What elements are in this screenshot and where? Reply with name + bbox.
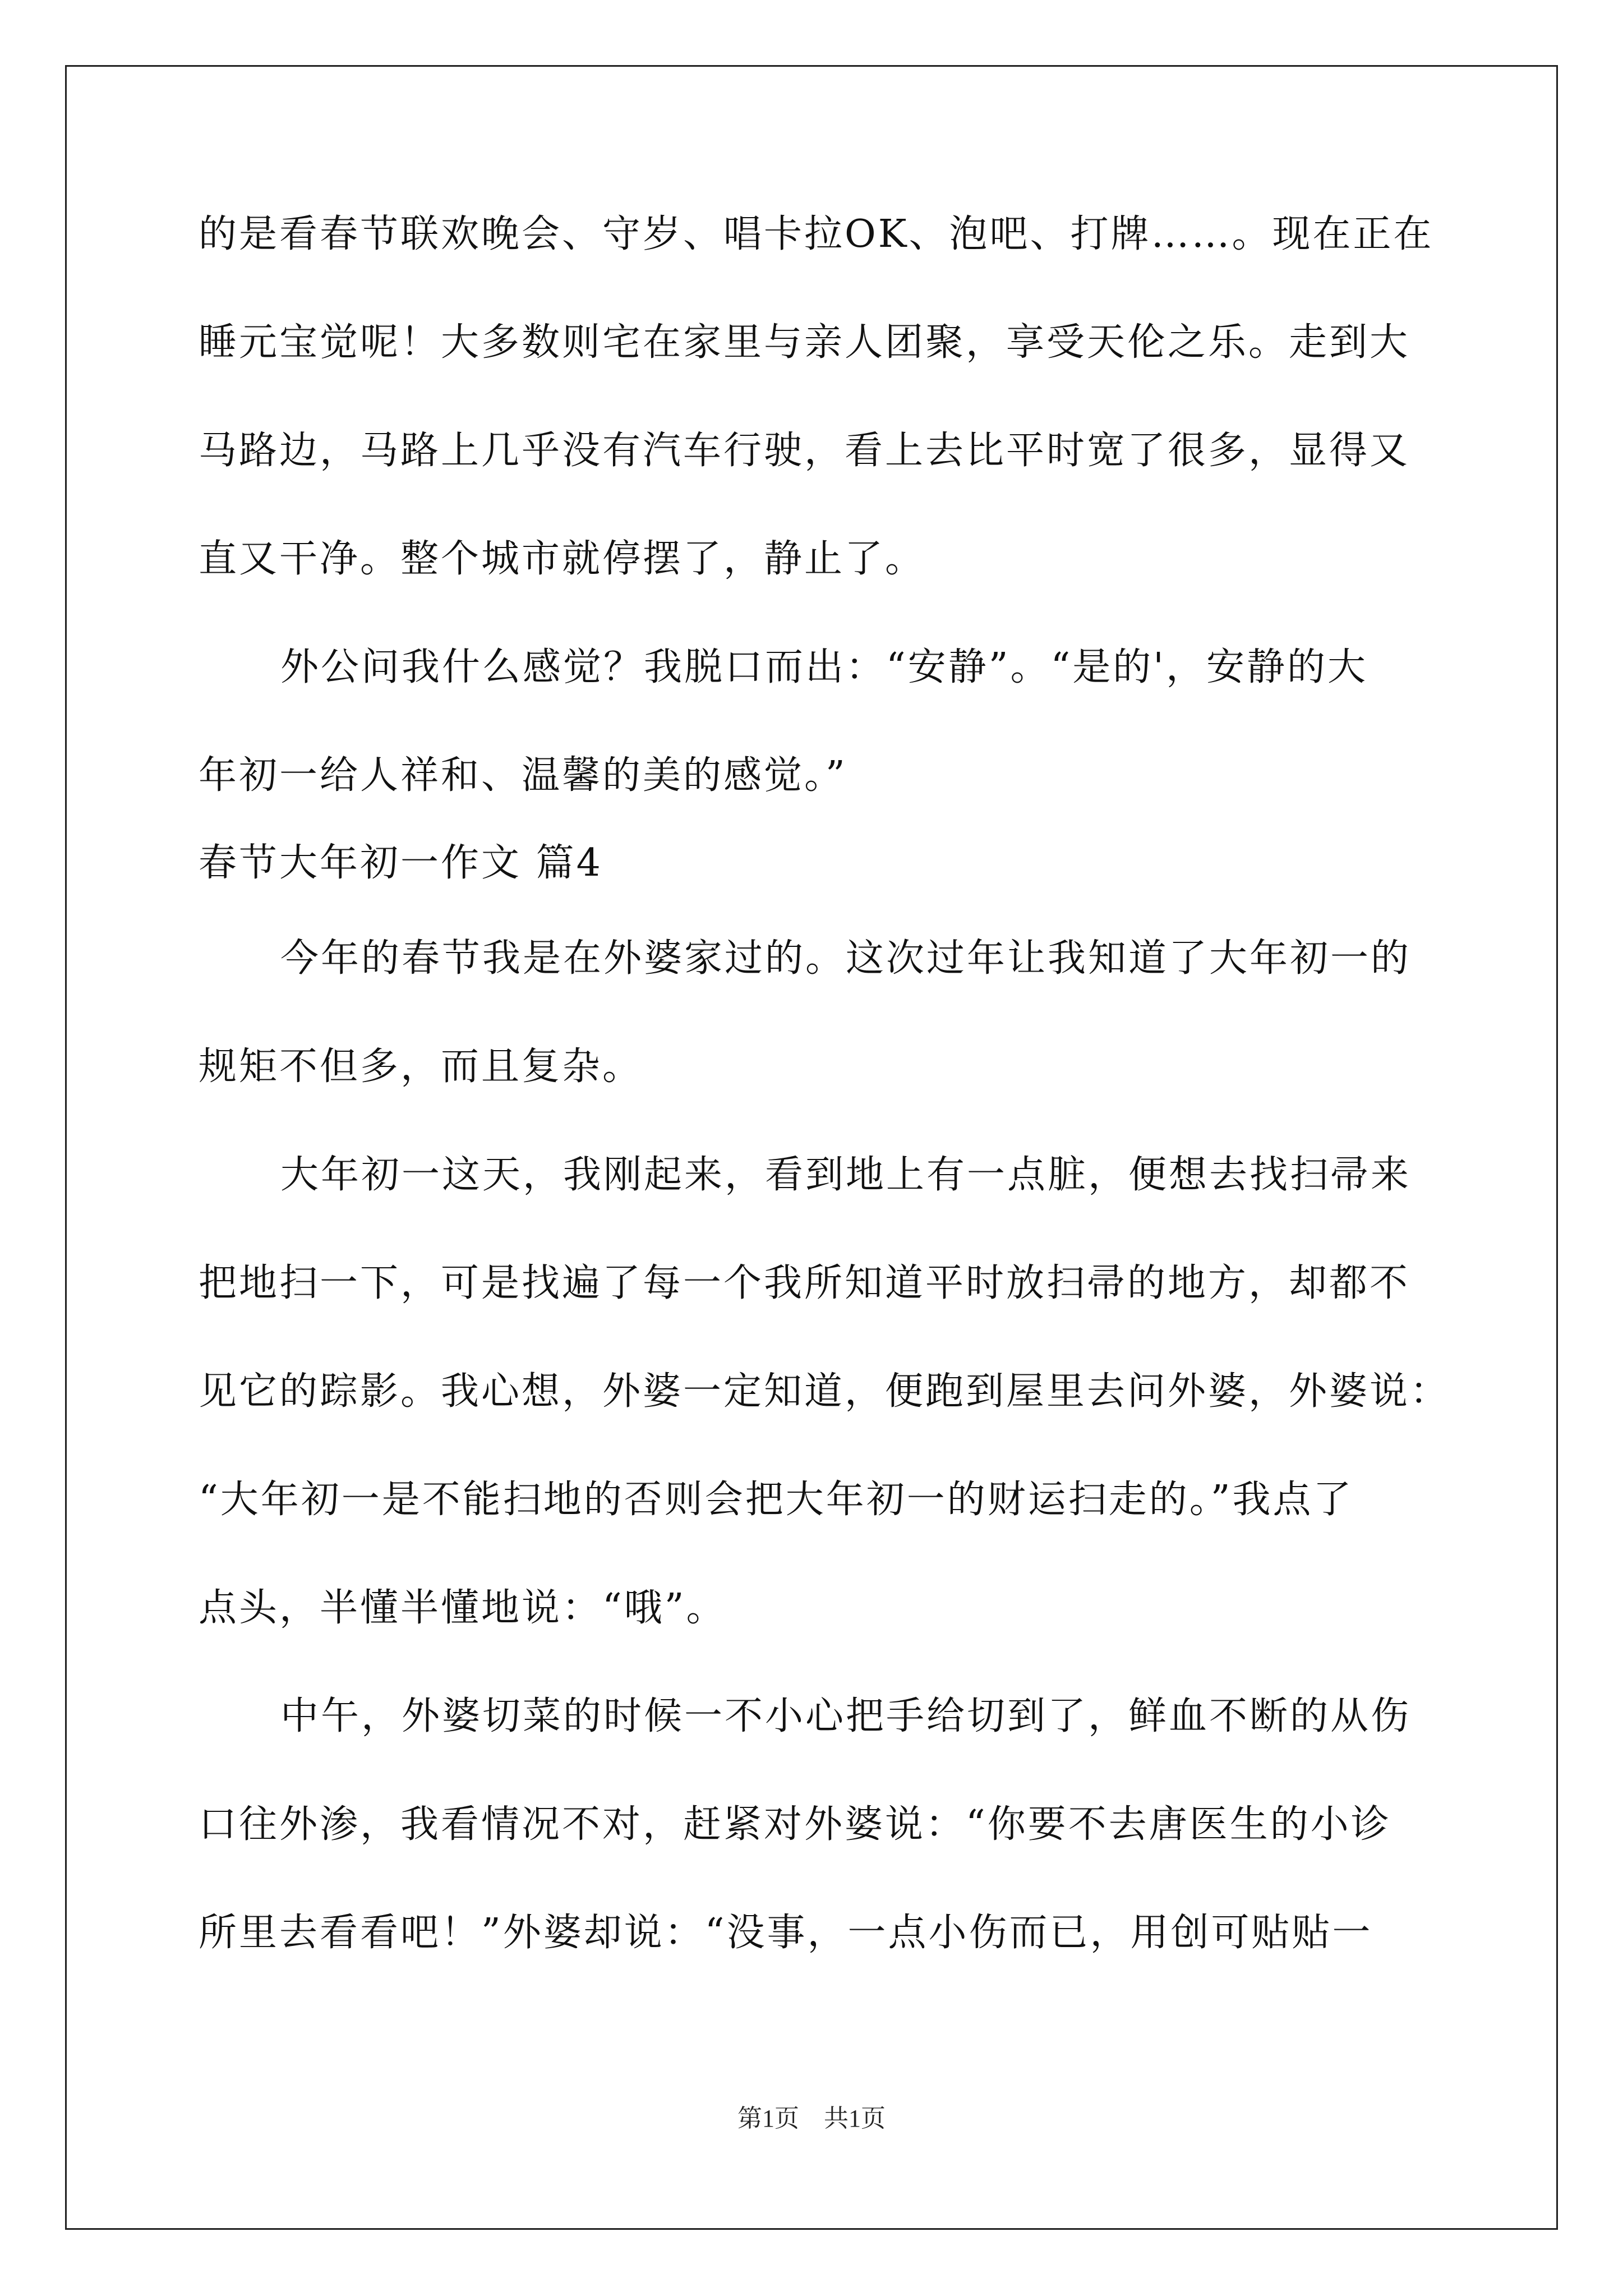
paragraph-3-line-1: 今年的春节我是在外婆家过的。这次过年让我知道了大年初一的 bbox=[280, 936, 1412, 981]
paragraph-3-line-2: 规矩不但多，而且复杂。 bbox=[199, 1045, 643, 1089]
section-heading: 春节大年初一作文 篇4 bbox=[199, 841, 603, 885]
paragraph-5-line-1: 中午，外婆切菜的时候一不小心把手给切到了，鲜血不断的从伤 bbox=[280, 1694, 1412, 1738]
paragraph-5-line-2: 口往外渗，我看情况不对，赶紧对外婆说：“你要不去唐医生的小诊 bbox=[199, 1802, 1391, 1847]
paragraph-1-line-2: 睡元宝觉呢！大多数则宅在家里与亲人团聚，享受天伦之乐。走到大 bbox=[199, 320, 1410, 365]
page-footer: 第1页 共1页 bbox=[737, 2105, 886, 2132]
paragraph-4-line-5: 点头，半懂半懂地说：“哦”。 bbox=[199, 1586, 727, 1630]
paragraph-4-line-2: 把地扫一下，可是找遍了每一个我所知道平时放扫帚的地方，却都不 bbox=[199, 1261, 1410, 1305]
paragraph-2-line-2: 年初一给人祥和、温馨的美的感觉。” bbox=[199, 753, 847, 798]
paragraph-1-line-3: 马路边，马路上几乎没有汽车行驶，看上去比平时宽了很多，显得又 bbox=[199, 429, 1410, 473]
paragraph-4-line-4: “大年初一是不能扫地的否则会把大年初一的财运扫走的。”我点了 bbox=[199, 1478, 1354, 1522]
paragraph-4-line-1: 大年初一这天，我刚起来，看到地上有一点脏，便想去找扫帚来 bbox=[280, 1153, 1412, 1197]
paragraph-2-line-1: 外公问我什么感觉？我脱口而出：“安静”。“是的'，安静的大 bbox=[280, 645, 1368, 689]
paragraph-1-line-4: 直又干净。整个城市就停摆了，静止了。 bbox=[199, 537, 926, 581]
paragraph-1-line-1: 的是看春节联欢晚会、守岁、唱卡拉OK、泡吧、打牌……。现在正在 bbox=[199, 212, 1434, 256]
document-body bbox=[199, 208, 1451, 1960]
paragraph-5-line-3: 所里去看看吧！”外婆却说：“没事，一点小伤而已，用创可贴贴一 bbox=[199, 1911, 1373, 1955]
paragraph-4-line-3: 见它的踪影。我心想，外婆一定知道，便跑到屋里去问外婆，外婆说： bbox=[199, 1369, 1451, 1414]
